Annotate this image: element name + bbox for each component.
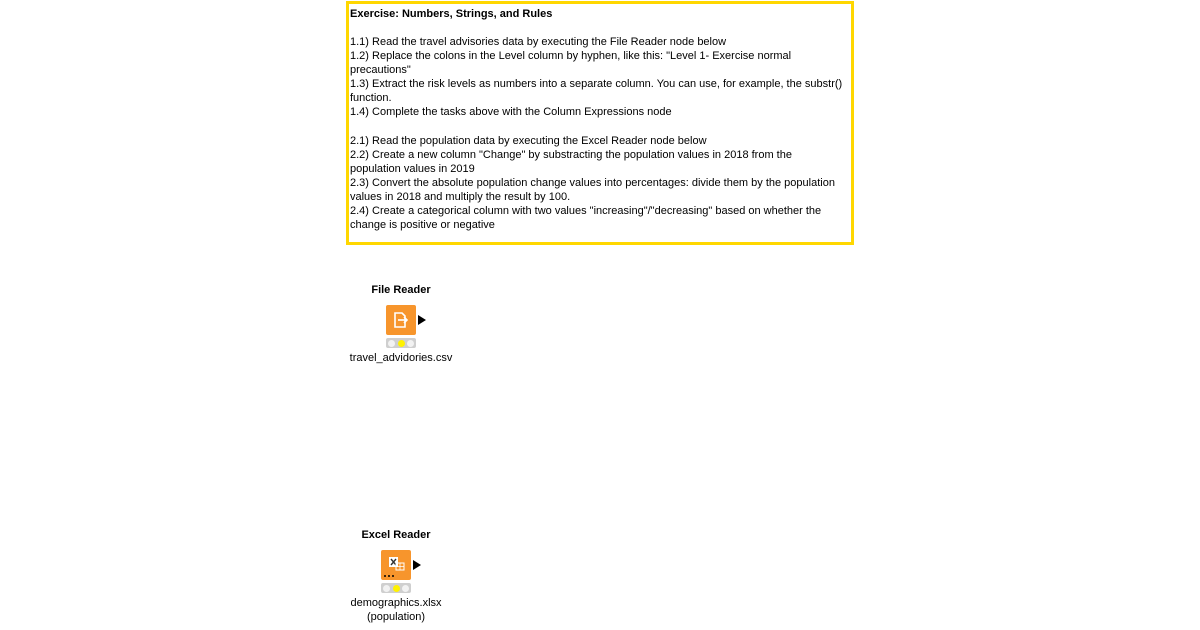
status-light-red [388,340,395,347]
file-reader-icon [386,305,416,335]
excel-reader-label-line-2: (population) [366,611,426,623]
excel-reader-label-line-1: demographics.xlsx [350,597,442,609]
annotation-line-1-1: 1.1) Read the travel advisories data by executing the File Reader node below [350,36,727,48]
annotation-line-1-3: 1.3) Extract the risk levels as numbers into a separate column. You can use, for example, the substr() function. [350,78,843,105]
excel-reader-body[interactable] [381,550,411,580]
excel-reader-label[interactable] [326,596,466,624]
status-light-green [407,340,414,347]
excel-reader-node[interactable] [326,528,466,624]
file-reader-node[interactable] [331,283,471,365]
annotation-line-2-4: 2.4) Create a categorical column with two values "increasing"/"decreasing" based on whether the change is positive or negative [350,205,822,232]
exercise-annotation[interactable] [346,1,854,245]
annotation-line-2-1: 2.1) Read the population data by executing the Excel Reader node below [350,134,707,147]
file-reader-body[interactable] [386,305,416,335]
annotation-title: Exercise: Numbers, Strings, and Rules [350,8,553,20]
status-light-yellow [393,585,400,592]
file-reader-title[interactable]: File Reader [371,284,431,296]
excel-reader-config-dots [384,575,394,577]
file-reader-output-port[interactable] [418,315,426,325]
annotation-spacer [350,120,851,134]
excel-reader-status [381,583,411,593]
status-light-yellow [398,340,405,347]
annotation-line-2-3: 2.3) Convert the absolute population change values into percentages: divide them by the population values in 2018 and multiply the result by 100. [350,176,835,203]
annotation-line-1-2: 1.2) Replace the colons in the Level column by hyphen, like this: "Level 1- Exercise normal precautions" [350,50,792,77]
excel-reader-output-port[interactable] [413,560,421,570]
annotation-line-2-2: 2.2) Create a new column "Change" by substracting the population values in 2018 from the population values in 2019 [350,148,792,175]
status-light-green [402,585,409,592]
annotation-spacer [350,21,851,35]
file-reader-status [386,338,416,348]
excel-reader-title[interactable]: Excel Reader [361,529,431,541]
annotation-line-1-4: 1.4) Complete the tasks above with the Column Expressions node [350,106,672,119]
file-reader-label[interactable]: travel_advidories.csv [349,352,453,364]
status-light-red [383,585,390,592]
